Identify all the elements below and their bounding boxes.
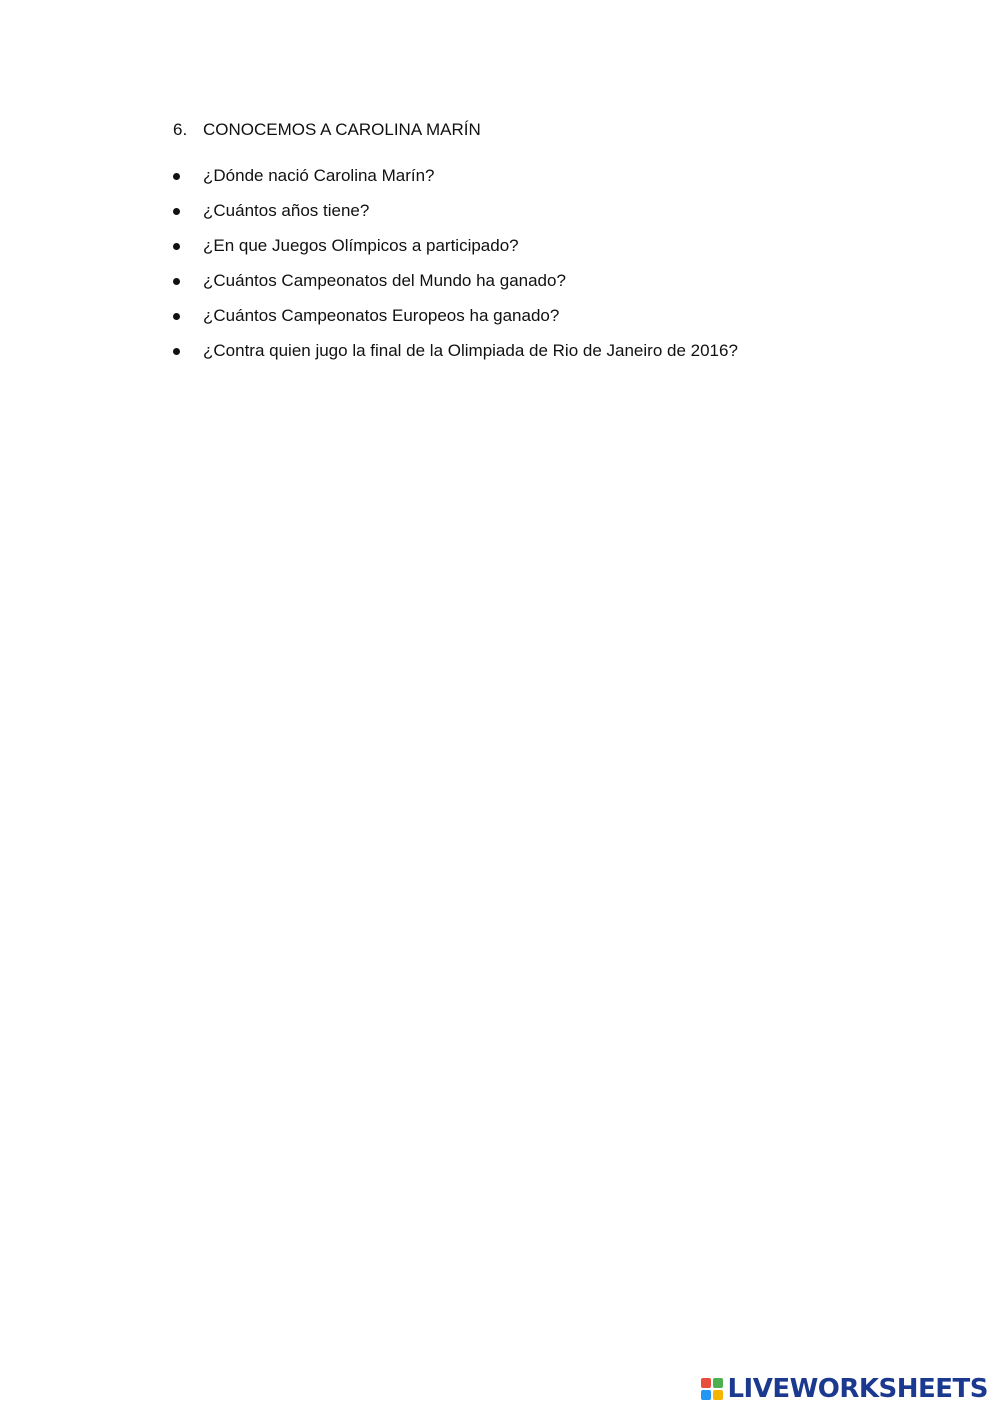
logo-square (701, 1390, 711, 1400)
logo-square (701, 1378, 711, 1388)
bullet-icon (173, 208, 180, 215)
logo-square (713, 1390, 723, 1400)
logo-square (713, 1378, 723, 1388)
question-text: ¿Cuántos años tiene? (203, 201, 370, 220)
question-text: ¿Cuántos Campeonatos del Mundo ha ganado? (203, 271, 566, 290)
bullet-icon (173, 173, 180, 180)
question-text: ¿En que Juegos Olímpicos a participado? (203, 236, 519, 255)
question-text: ¿Cuántos Campeonatos Europeos ha ganado? (203, 306, 560, 325)
question-text: ¿Dónde nació Carolina Marín? (203, 166, 435, 185)
section-number: 6. (173, 120, 188, 139)
brand-name: LIVEWORKSHEETS (727, 1374, 988, 1404)
brand-mark-icon (701, 1378, 723, 1400)
bullet-icon (173, 348, 180, 355)
section-heading (173, 118, 481, 142)
bullet-icon (173, 313, 180, 320)
liveworksheets-logo (701, 1374, 988, 1404)
question-text: ¿Contra quien jugo la final de la Olimpiada de Rio de Janeiro de 2016? (203, 341, 738, 360)
bullet-icon (173, 243, 180, 250)
section-title: CONOCEMOS A CAROLINA MARÍN (203, 120, 481, 139)
bullet-icon (173, 278, 180, 285)
